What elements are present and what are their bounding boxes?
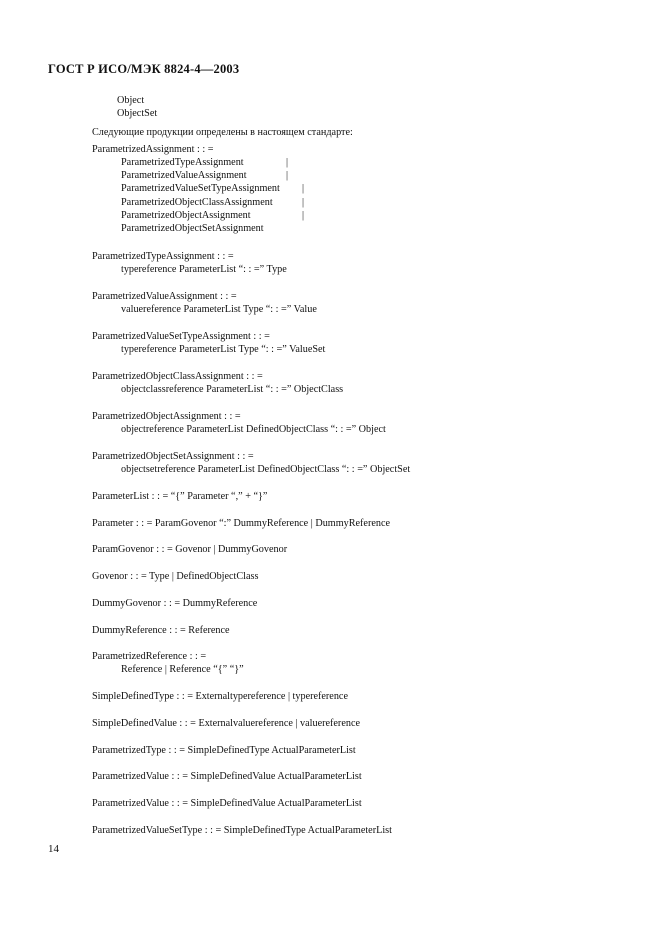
production-head: ParametrizedObjectSetAssignment : : = xyxy=(92,451,254,462)
production-line: ParametrizedValueSetType : : = SimpleDefinedType ActualParameterList xyxy=(92,825,392,836)
page-number: 14 xyxy=(48,843,59,855)
separator-pipe: | xyxy=(286,170,289,181)
production-body: objectreference ParameterList DefinedObjectClass “: : =” Object xyxy=(121,424,386,435)
assignment-item: ParametrizedValueAssignment xyxy=(121,170,247,181)
production-body: typereference ParameterList “: : =” Type xyxy=(121,264,287,275)
production-line: SimpleDefinedType : : = Externaltypereference | typereference xyxy=(92,691,348,702)
document-header: ГОСТ Р ИСО/МЭК 8824-4—2003 xyxy=(48,62,240,76)
production-head: ParametrizedObjectAssignment : : = xyxy=(92,411,241,422)
production-line: DummyGovenor : : = DummyReference xyxy=(92,598,258,609)
assignment-item: ParametrizedObjectClassAssignment xyxy=(121,197,273,208)
production-line: ParameterList : : = “{” Parameter “,” + “}” xyxy=(92,491,268,502)
production-body: objectclassreference ParameterList “: : =” ObjectClass xyxy=(121,384,344,395)
production-body: Reference | Reference “{” “}” xyxy=(121,664,244,675)
separator-pipe: | xyxy=(286,157,289,168)
production-line: ParametrizedValue : : = SimpleDefinedValue ActualParameterList xyxy=(92,771,362,782)
production-head: ParametrizedAssignment : : = xyxy=(92,144,214,155)
production-body: objectsetreference ParameterList DefinedObjectClass “: : =” ObjectSet xyxy=(121,464,411,475)
production-head: ParametrizedObjectClassAssignment : : = xyxy=(92,371,263,382)
production-line: ParametrizedValue : : = SimpleDefinedValue ActualParameterList xyxy=(92,798,362,809)
production-line: Govenor : : = Type | DefinedObjectClass xyxy=(92,571,259,582)
production-head: ParametrizedValueSetTypeAssignment : : = xyxy=(92,331,270,342)
assignment-item: ParametrizedValueSetTypeAssignment xyxy=(121,183,280,194)
production-line: SimpleDefinedValue : : = Externalvaluereference | valuereference xyxy=(92,718,360,729)
separator-pipe: | xyxy=(302,183,305,194)
intro-list-item: ObjectSet xyxy=(117,108,158,119)
production-line: ParamGovenor : : = Govenor | DummyGovenor xyxy=(92,544,288,555)
production-line: Parameter : : = ParamGovenor “:” DummyReference | DummyReference xyxy=(92,518,391,529)
assignment-item: ParametrizedObjectSetAssignment xyxy=(121,223,264,234)
production-body: valuereference ParameterList Type “: : =” Value xyxy=(121,304,317,315)
assignment-item: ParametrizedTypeAssignment xyxy=(121,157,244,168)
intro-list-item: Object xyxy=(117,95,145,106)
production-body: typereference ParameterList Type “: : =” ValueSet xyxy=(121,344,326,355)
production-head: ParametrizedReference : : = xyxy=(92,651,207,662)
separator-pipe: | xyxy=(302,210,305,221)
production-head: ParametrizedValueAssignment : : = xyxy=(92,291,237,302)
production-line: DummyReference : : = Reference xyxy=(92,625,230,636)
separator-pipe: | xyxy=(302,197,305,208)
production-head: ParametrizedTypeAssignment : : = xyxy=(92,251,234,262)
intro-sentence: Следующие продукции определены в настоящем стандарте: xyxy=(92,127,353,138)
assignment-item: ParametrizedObjectAssignment xyxy=(121,210,251,221)
production-line: ParametrizedType : : = SimpleDefinedType ActualParameterList xyxy=(92,745,356,756)
